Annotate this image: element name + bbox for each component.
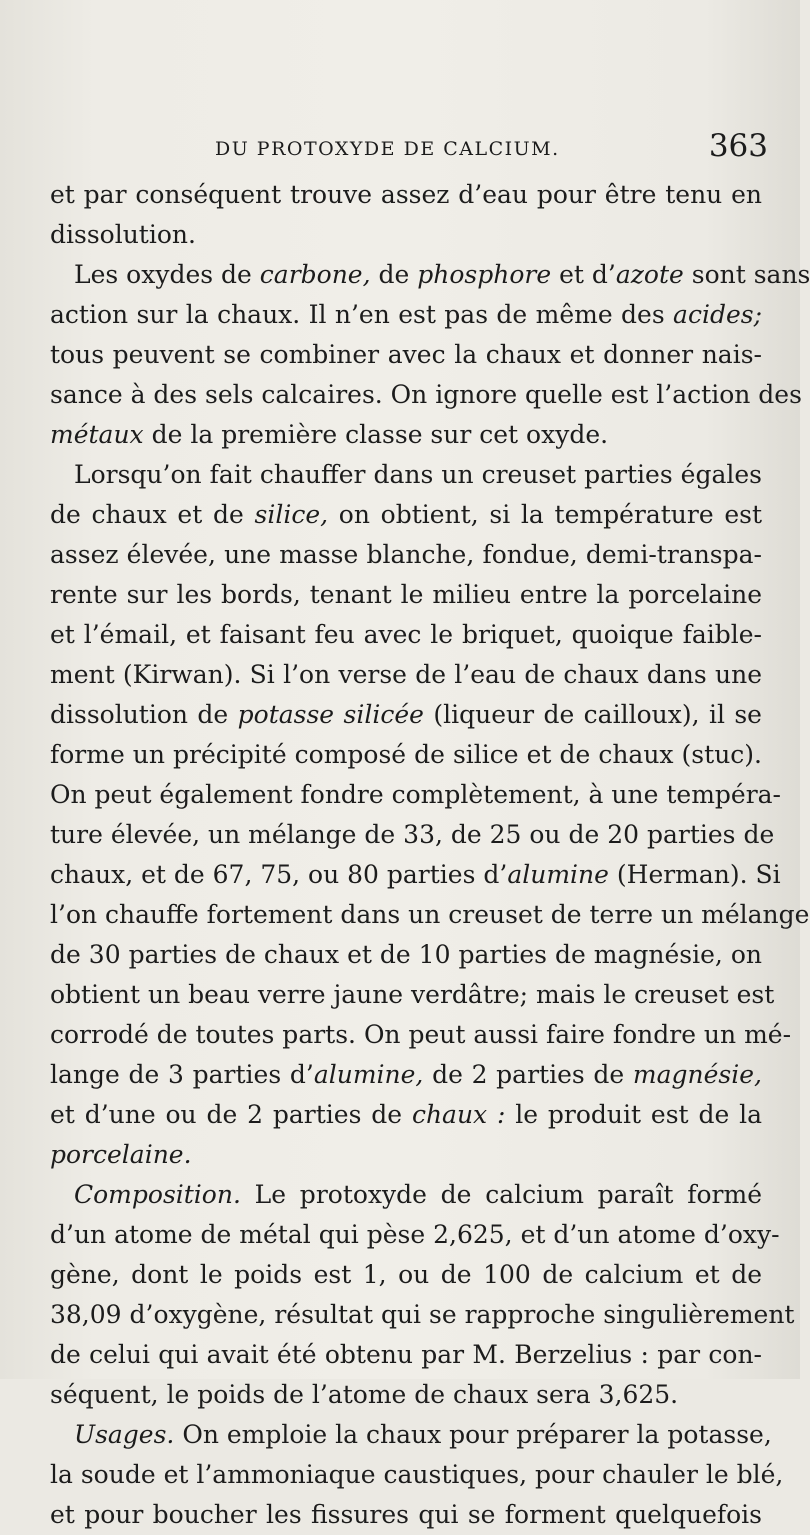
text-line [50, 855, 781, 895]
italic-term: Usages. [74, 1420, 175, 1449]
text-line [50, 175, 762, 215]
text-line [50, 895, 810, 935]
text-segment: la soude et l’ammoniaque caustiques, pour chauler le blé, [50, 1460, 784, 1489]
text-segment: on obtient, si la température est [328, 500, 763, 529]
text-segment: de [370, 260, 418, 289]
text-line [50, 1135, 762, 1175]
text-line [50, 1495, 762, 1535]
text-line [50, 455, 762, 495]
text-segment: de chaux et de [50, 500, 255, 529]
text-line [50, 535, 762, 575]
text-segment: de celui qui avait été obtenu par M. Berzelius : par con- [50, 1340, 762, 1369]
italic-term: acides; [673, 300, 762, 329]
text-segment: (Herman). Si [608, 860, 781, 889]
text-segment: dissolution de [50, 700, 238, 729]
text-line [50, 375, 802, 415]
running-title: DU PROTOXYDE DE CALCIUM. [215, 138, 560, 160]
text-segment: Lorsqu’on fait chauffer dans un creuset parties égales [74, 460, 762, 489]
text-segment: (liqueur de cailloux), il se [423, 700, 762, 729]
text-segment: sont sans [683, 260, 810, 289]
text-segment: de 30 parties de chaux et de 10 parties de magnésie, on [50, 940, 762, 969]
text-line [50, 655, 762, 695]
text-line [50, 1255, 762, 1295]
text-line [50, 1335, 762, 1375]
text-segment: lange de 3 parties d’ [50, 1060, 314, 1089]
italic-term: carbone, [259, 260, 371, 289]
text-line [50, 1015, 792, 1055]
text-line [50, 695, 762, 735]
text-line [50, 1375, 762, 1415]
text-segment: Le protoxyde de calcium paraît formé [240, 1180, 762, 1209]
text-segment: sance à des sels calcaires. On ignore quelle est l’action des [50, 380, 802, 409]
italic-term: porcelaine. [50, 1140, 192, 1169]
text-line [50, 255, 810, 295]
italic-term: phosphore [417, 260, 552, 289]
text-line [50, 615, 762, 655]
text-segment: rente sur les bords, tenant le milieu entre la porcelaine [50, 580, 762, 609]
text-line [50, 935, 762, 975]
italic-term: potasse silicée [237, 700, 424, 729]
text-segment: et d’ [551, 260, 616, 289]
text-segment: Les oxydes de [74, 260, 260, 289]
text-segment: et l’émail, et faisant feu avec le briquet, quoique faible- [50, 620, 762, 649]
text-line [50, 735, 762, 775]
text-segment: de 2 parties de [423, 1060, 633, 1089]
italic-term: azote [615, 260, 684, 289]
text-segment: chaux, et de 67, 75, ou 80 parties d’ [50, 860, 508, 889]
text-line [50, 295, 762, 335]
text-segment: d’un atome de métal qui pèse 2,625, et d’un atome d’oxy- [50, 1220, 780, 1249]
text-segment: séquent, le poids de l’atome de chaux sera 3,625. [50, 1380, 679, 1409]
text-segment: On emploie la chaux pour préparer la potasse, [174, 1420, 772, 1449]
text-segment: de la première classe sur cet oxyde. [143, 420, 609, 449]
text-line [50, 815, 775, 855]
text-line [50, 1415, 772, 1455]
text-line [50, 1295, 795, 1335]
text-line [50, 215, 762, 255]
italic-term: métaux [50, 420, 144, 449]
text-segment: tous peuvent se combiner avec la chaux et donner nais- [50, 340, 762, 369]
text-segment: obtient un beau verre jaune verdâtre; mais le creuset est [50, 980, 775, 1009]
text-line [50, 1055, 762, 1095]
text-segment: gène, dont le poids est 1, ou de 100 de calcium et de [50, 1260, 762, 1289]
italic-term: chaux : [411, 1100, 506, 1129]
text-segment: ture élevée, un mélange de 33, de 25 ou de 20 parties de [50, 820, 775, 849]
text-segment: dissolution. [50, 220, 196, 249]
italic-term: silice, [254, 500, 329, 529]
italic-term: magnésie, [632, 1060, 762, 1089]
text-line [50, 575, 762, 615]
text-segment: et d’une ou de 2 parties de [50, 1100, 412, 1129]
text-line [50, 415, 762, 455]
italic-term: alumine, [313, 1060, 424, 1089]
text-line [50, 1095, 762, 1135]
body-text [50, 175, 810, 1535]
text-segment: On peut également fondre complètement, à une tempéra- [50, 780, 782, 809]
text-line [50, 1175, 762, 1215]
text-line [50, 335, 762, 375]
text-line [50, 975, 775, 1015]
text-segment: l’on chauffe fortement dans un creuset de terre un mélange [50, 900, 810, 929]
text-segment: forme un précipité composé de silice et de chaux (stuc). [50, 740, 762, 769]
italic-term: alumine [507, 860, 609, 889]
text-line [50, 1455, 784, 1495]
text-segment: assez élevée, une masse blanche, fondue, demi-transpa- [50, 540, 762, 569]
text-segment: corrodé de toutes parts. On peut aussi faire fondre un mé- [50, 1020, 792, 1049]
text-segment: 38,09 d’oxygène, résultat qui se rapproche singulièrement [50, 1300, 795, 1329]
text-line [50, 775, 782, 815]
page-header [50, 128, 768, 168]
text-segment: ment (Kirwan). Si l’on verse de l’eau de chaux dans une [50, 660, 762, 689]
text-segment: et pour boucher les fissures qui se forment quelquefois [50, 1500, 762, 1529]
text-segment: action sur la chaux. Il n’en est pas de même des [50, 300, 674, 329]
page-number: 363 [708, 128, 768, 164]
text-segment: le produit est de la [505, 1100, 762, 1129]
text-line [50, 1215, 780, 1255]
text-segment: et par conséquent trouve assez d’eau pour être tenu en [50, 180, 762, 209]
italic-term: Composition. [74, 1180, 241, 1209]
text-line [50, 495, 762, 535]
